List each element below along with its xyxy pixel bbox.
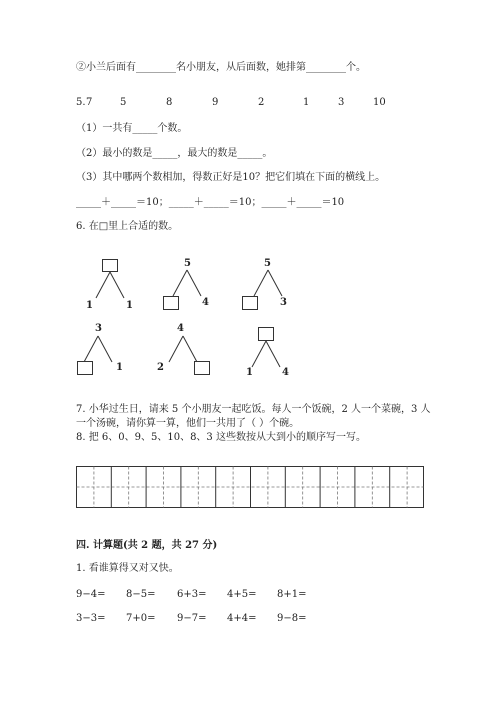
q5-sub2: （2）最小的数是_____，最大的数是_____。 <box>76 148 273 159</box>
answer-box[interactable] <box>242 296 258 310</box>
tree-lines <box>248 270 288 298</box>
calc-item: 7+0= <box>126 613 156 624</box>
q5-number: 3 <box>338 97 345 108</box>
calc-item: 4+5= <box>227 589 257 600</box>
q7-line1: 7. 小华过生日，请来 5 个小朋友一起吃饭。每人一个饭碗，2 人一个菜碗，3 人 <box>76 404 431 415</box>
q5-number: 10 <box>373 97 386 108</box>
tree-lines <box>78 336 118 364</box>
q6-title: 6. 在□里上合适的数。 <box>76 221 179 232</box>
calc-item: 4+4= <box>227 613 257 624</box>
calc-item: 8+1= <box>277 589 307 600</box>
calc-item: 8−5= <box>126 589 156 600</box>
tree-right-number: 3 <box>280 297 287 308</box>
calc-item: 6+3= <box>177 589 207 600</box>
calc-item: 9−8= <box>277 613 307 624</box>
question-prev-line: ②小兰后面有________名小朋友，从后面数，她排第________个。 <box>76 62 366 73</box>
q5-number: 9 <box>212 97 219 108</box>
q5-number: 5 <box>120 97 127 108</box>
calc-item: 9−4= <box>76 589 106 600</box>
q8-text: 8. 把 6、0、9、5、10、8、3 这些数按从大到小的顺序写一写。 <box>76 432 366 443</box>
writing-grid[interactable] <box>76 466 424 508</box>
tree-right-number: 4 <box>282 367 289 378</box>
q5-number: 1 <box>303 97 310 108</box>
q5-number: 8 <box>166 97 173 108</box>
calc-item: 9−7= <box>177 613 207 624</box>
q5-number: 7 <box>86 97 93 108</box>
answer-box[interactable] <box>102 259 118 272</box>
tree-lines <box>246 341 286 369</box>
tree-top-number: 3 <box>95 323 102 334</box>
tree-left-number: 2 <box>157 362 164 373</box>
tree-lines <box>167 270 207 298</box>
section-heading: 四. 计算题(共 2 题，共 27 分) <box>76 540 218 551</box>
q7-line2: 一个汤碗，请你算一算，他们一共用了（ ）个碗。 <box>76 418 300 429</box>
q5-number: 2 <box>258 97 265 108</box>
tree-left-number: 1 <box>86 300 93 311</box>
tree-top-number: 5 <box>264 258 271 269</box>
tree-right-number: 1 <box>126 300 133 311</box>
q5-sub1: （1）一共有_____个数。 <box>76 123 188 134</box>
q5-blanks: _____＋_____＝10；_____＋_____＝10；_____＋_____＝10 <box>76 197 345 208</box>
answer-box[interactable] <box>163 296 179 310</box>
answer-box[interactable] <box>258 327 274 341</box>
tree-right-number: 4 <box>202 297 209 308</box>
q5-sub3: （3）其中哪两个数相加，得数正好是10？把它们填在下面的横线上。 <box>76 172 386 183</box>
tree-top-number: 4 <box>177 323 184 334</box>
section4-q1-title: 1. 看谁算得又对又快。 <box>76 563 179 574</box>
answer-box[interactable] <box>77 361 93 375</box>
tree-left-number: 1 <box>246 367 253 378</box>
tree-top-number: 5 <box>184 258 191 269</box>
tree-lines <box>163 336 203 364</box>
tree-lines <box>90 272 130 300</box>
q5-label: 5. <box>76 97 86 108</box>
tree-right-number: 1 <box>116 362 123 373</box>
answer-box[interactable] <box>194 361 210 375</box>
calc-item: 3−3= <box>76 613 106 624</box>
